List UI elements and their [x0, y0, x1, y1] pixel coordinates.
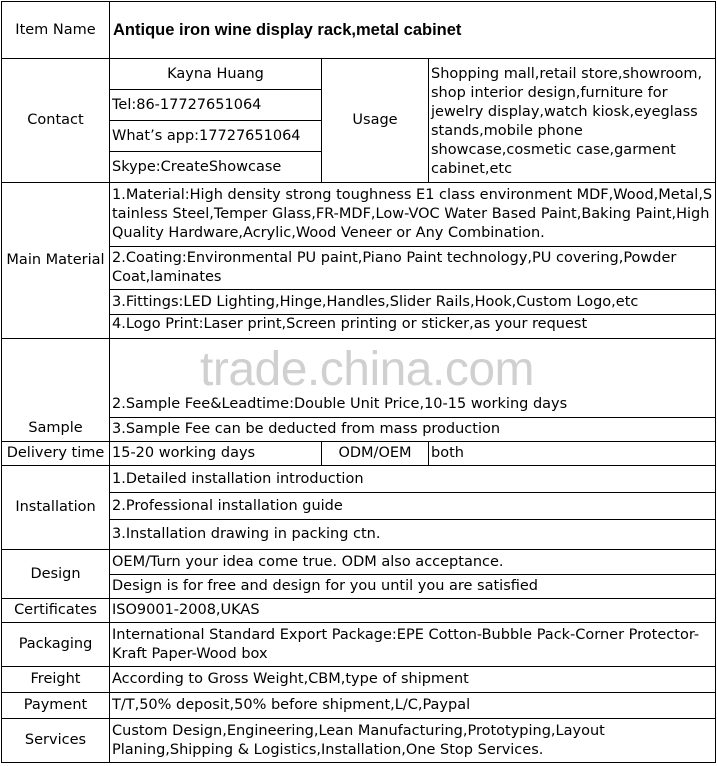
main-material-item: 3.Fittings:LED Lighting,Hinge,Handles,Slider Rails,Hook,Custom Logo,etc [110, 290, 716, 315]
freight-value: According to Gross Weight,CBM,type of shipment [110, 667, 716, 693]
contact-tel: Tel:86-17727651064 [110, 90, 322, 121]
usage-label: Usage [322, 59, 429, 183]
freight-label: Freight [2, 667, 110, 693]
sample-item: 3.Sample Fee can be deducted from mass production [110, 418, 716, 442]
watermark: trade.china.com [200, 343, 535, 396]
packaging-label: Packaging [2, 623, 110, 667]
payment-label: Payment [2, 693, 110, 719]
packaging-value: International Standard Export Package:EPE Cotton-Bubble Pack-Corner Protector-Kraft Paper-Wood box [110, 623, 716, 667]
installation-item: 1.Detailed installation introduction [110, 466, 716, 493]
odm-label: ODM/OEM [322, 442, 429, 466]
contact-label: Contact [2, 59, 110, 183]
main-material-item: 2.Coating:Environmental PU paint,Piano Paint technology,PU covering,Powder Coat,laminates [110, 247, 716, 290]
design-label: Design [2, 550, 110, 599]
contact-name: Kayna Huang [110, 59, 322, 90]
sample-item: 2.Sample Fee&Leadtime:Double Unit Price,10-15 working days [110, 339, 716, 418]
contact-skype: Skype:CreateShowcase [110, 152, 322, 183]
main-material-label: Main Material [2, 183, 110, 339]
design-item: OEM/Turn your idea come true. ODM also acceptance. [110, 550, 716, 575]
main-material-item: 4.Logo Print:Laser print,Screen printing or sticker,as your request [110, 315, 716, 339]
design-item: Design is for free and design for you until you are satisfied [110, 575, 716, 599]
services-value: Custom Design,Engineering,Lean Manufacturing,Prototyping,Layout Planing,Shipping & Logistics,Installation,One Stop Services. [110, 719, 716, 763]
installation-item: 2.Professional installation guide [110, 493, 716, 520]
main-material-item: 1.Material:High density strong toughness E1 class environment MDF,Wood,Metal,Stainless Steel,Temper Glass,FR-MDF,Low-VOC Water Based Paint,Baking Paint,High Quality Hardware,Acrylic,Wood Veneer or Any Combination. [110, 183, 716, 247]
sample-label: Sample [2, 339, 110, 442]
contact-whatsapp: What’s app:17727651064 [110, 121, 322, 152]
odm-value: both [429, 442, 716, 466]
certificates-value: ISO9001-2008,UKAS [110, 599, 716, 623]
spec-table [1, 1, 716, 763]
installation-item: 3.Installation drawing in packing ctn. [110, 520, 716, 550]
item-name-label: Item Name [2, 2, 110, 59]
delivery-value: 15-20 working days [110, 442, 322, 466]
certificates-label: Certificates [2, 599, 110, 623]
usage-value: Shopping mall,retail store,showroom, shop interior design,furniture for jewelry display,watch kiosk,eyeglass stands,mobile phone showcase,cosmetic case,garment cabinet,etc [429, 59, 716, 183]
item-name-value: Antique iron wine display rack,metal cabinet [110, 2, 716, 59]
installation-label: Installation [2, 466, 110, 550]
payment-value: T/T,50% deposit,50% before shipment,L/C,Paypal [110, 693, 716, 719]
delivery-label: Delivery time [2, 442, 110, 466]
services-label: Services [2, 719, 110, 763]
